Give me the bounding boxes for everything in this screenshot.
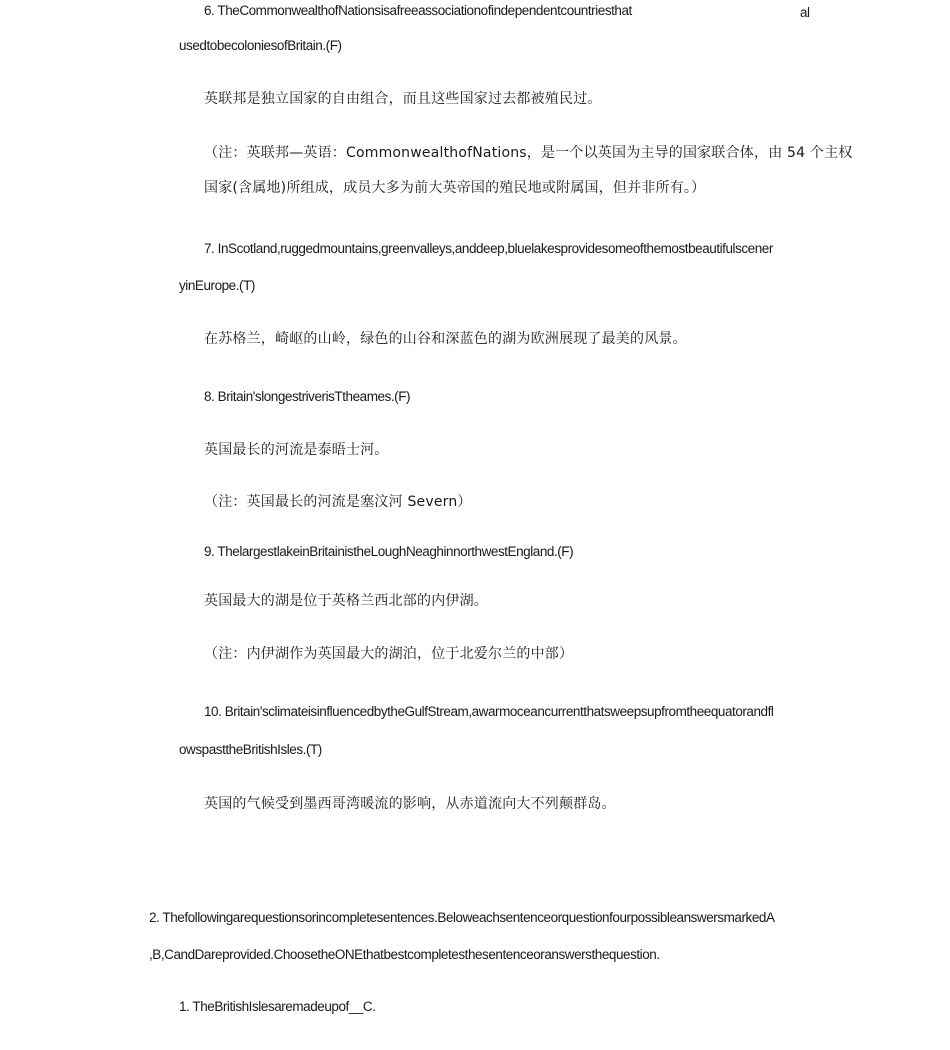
item-7-translation: 在苏格兰，崎岖的山岭，绿色的山谷和深蓝色的湖为欧洲展现了最美的风景。 — [204, 331, 687, 347]
item-6-line1: 6. TheCommonwealthofNationsisafreeassociationofindependentcountriesthat — [204, 3, 632, 18]
item-10-line2: owspasttheBritishIsles.(T) — [179, 742, 322, 757]
item-7-line1: 7. InScotland,ruggedmountains,greenvalleys,anddeep,bluelakesprovidesomeofthemostbeautifulscener — [204, 241, 773, 256]
item-8-line1: 8. Britain'slongestriverisTtheames.(F) — [204, 389, 411, 404]
item-9-line1: 9. ThelargestlakeinBritainistheLoughNeaghinnorthwestEngland.(F) — [204, 544, 574, 559]
section-2-question-1: 1. TheBritishIslesaremadeupof__C. — [179, 999, 376, 1014]
item-9-translation: 英国最大的湖是位于英格兰西北部的内伊湖。 — [204, 593, 488, 609]
item-6-translation: 英联邦是独立国家的自由组合，而且这些国家过去都被殖民过。 — [204, 91, 602, 107]
item-10-translation: 英国的气候受到墨西哥湾暖流的影响，从赤道流向大不列颠群岛。 — [204, 796, 616, 812]
item-6-note-line2: 国家(含属地)所组成，成员大多为前大英帝国的殖民地或附属国，但并非所有。） — [204, 180, 706, 196]
item-10-line1: 10. Britain'sclimateisinfluencedbytheGulfStream,awarmoceancurrentthatsweepsupfromtheequatorandfl — [204, 704, 774, 719]
item-6-line2: usedtobecoloniesofBritain.(F) — [179, 38, 342, 53]
item-7-line2: yinEurope.(T) — [179, 278, 255, 293]
item-6-note-line1: （注：英联邦—英语：CommonwealthofNations，是一个以英国为主导的国家联合体，由 54 个主权 — [204, 145, 853, 161]
item-8-translation: 英国最长的河流是泰晤士河。 — [204, 442, 389, 458]
corner-mark: al — [800, 5, 810, 20]
section-2-instructions-line1: 2. Thefollowingarequestionsorincompletesentences.BeloweachsentenceorquestionfourpossibleanswersmarkedA — [149, 910, 775, 925]
item-9-note: （注：内伊湖作为英国最大的湖泊，位于北爱尔兰的中部） — [204, 646, 574, 662]
item-8-note: （注：英国最长的河流是塞汶河 Severn） — [204, 494, 472, 510]
section-2-instructions-line2: ,B,CandDareprovided.ChoosetheONEthatbestcompletesthesentenceoranswersthequestion. — [149, 947, 660, 962]
